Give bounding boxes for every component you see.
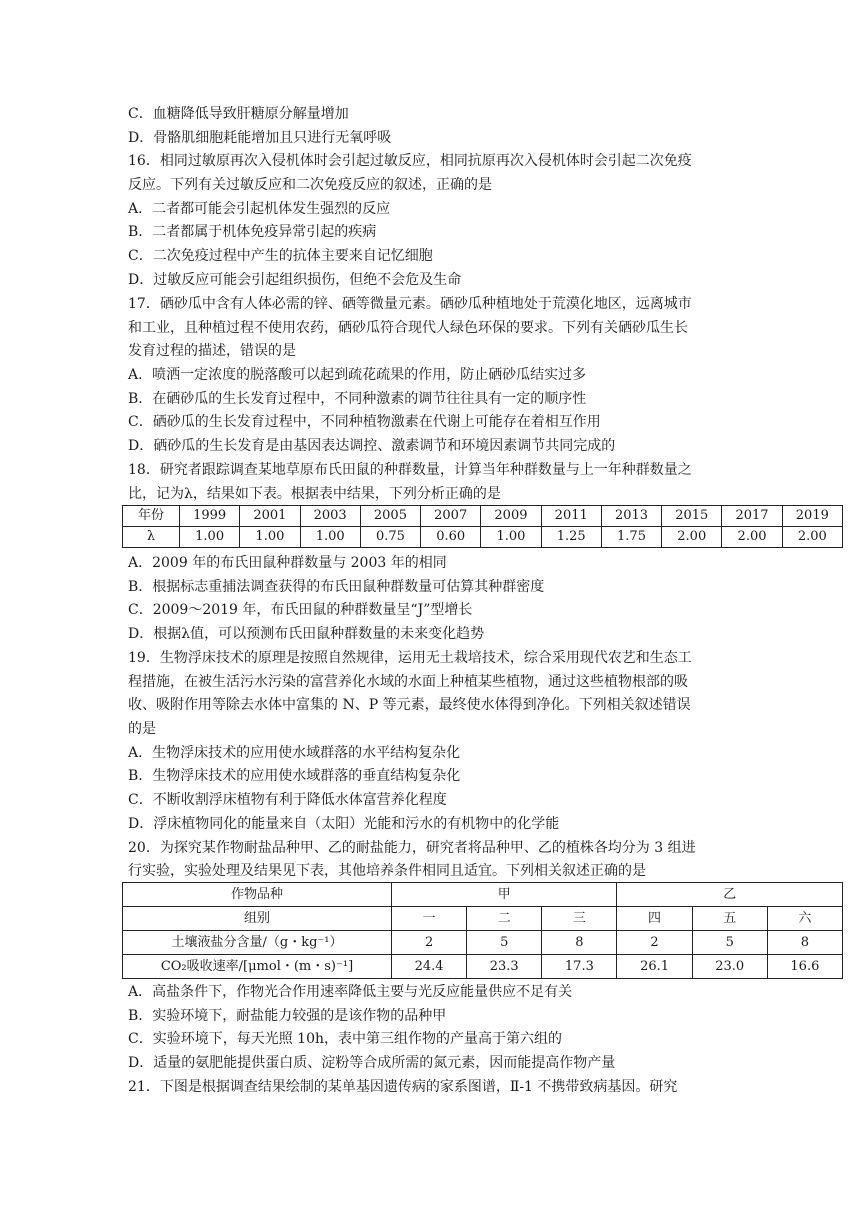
q19-option-b: B．生物浮床技术的应用使水域群落的垂直结构复杂化 — [128, 768, 461, 784]
salt-cell: 2 — [617, 931, 692, 955]
lambda-header-cell: λ — [123, 527, 180, 548]
year-cell: 2015 — [662, 506, 722, 527]
q16-option-a: A．二者都可能会引起机体发生强烈的反应 — [128, 201, 391, 217]
lambda-cell: 1.00 — [180, 527, 240, 548]
group-cell: 四 — [617, 907, 692, 931]
salt-cell: 8 — [767, 931, 842, 955]
table-row — [123, 955, 843, 979]
q20-option-a: A．高盐条件下，作物光合作用速率降低主要与光反应能量供应不足有关 — [128, 984, 573, 1000]
salt-header-cell: 土壤液盐分含量/（g・kg⁻¹） — [123, 931, 392, 955]
year-cell: 2001 — [240, 506, 300, 527]
question-19-stem-cont: 程措施，在被生活污水污染的富营养化水域的水面上种植某些植物，通过这些植物根部的吸 — [128, 674, 688, 690]
variety-b-cell: 乙 — [617, 883, 843, 907]
q16-option-b: B．二者都属于机体免疫异常引起的疾病 — [128, 224, 377, 240]
question-19-stem: 19．生物浮床技术的原理是按照自然规律，运用无土栽培技术，综合采用现代农艺和生态工 — [128, 650, 692, 666]
lambda-cell: 1.00 — [240, 527, 300, 548]
salt-tolerance-table — [122, 882, 843, 979]
group-cell: 六 — [767, 907, 842, 931]
group-cell: 三 — [542, 907, 617, 931]
co2-cell: 26.1 — [617, 955, 692, 979]
q17-option-d: D．硒砂瓜的生长发育是由基因表达调控、激素调节和环境因素调节共同完成的 — [128, 438, 616, 454]
lambda-cell: 1.25 — [541, 527, 601, 548]
lambda-cell: 2.00 — [662, 527, 722, 548]
question-18-stem-cont: 比，记为λ，结果如下表。根据表中结果，下列分析正确的是 — [128, 486, 501, 502]
table-row — [123, 527, 843, 548]
year-cell: 2013 — [601, 506, 661, 527]
co2-cell: 23.0 — [692, 955, 767, 979]
question-19-stem-cont2: 收、吸附作用等除去水体中富集的 N、P 等元素，最终使水体得到净化。下列相关叙述错误 — [128, 697, 691, 713]
question-20-stem-cont: 行实验，实验处理及结果见下表，其他培养条件相同且适宜。下列相关叙述正确的是 — [128, 863, 646, 879]
year-cell: 1999 — [180, 506, 240, 527]
lambda-cell: 1.75 — [601, 527, 661, 548]
year-cell: 2011 — [541, 506, 601, 527]
co2-header-cell: CO₂吸收速率/[μmol・(m・s)⁻¹] — [123, 955, 392, 979]
question-21-stem: 21．下图是根据调查结果绘制的某单基因遗传病的家系图谱，Ⅱ-1 不携带致病基因。研究 — [128, 1079, 678, 1095]
year-header-cell: 年份 — [123, 506, 180, 527]
q20-option-d: D．适量的氨肥能提供蛋白质、淀粉等合成所需的氮元素，因而能提高作物产量 — [128, 1055, 616, 1071]
salt-cell: 5 — [467, 931, 542, 955]
q18-option-d: D．根据λ值，可以预测布氏田鼠种群数量的未来变化趋势 — [128, 626, 485, 642]
variety-header-cell: 作物品种 — [123, 883, 392, 907]
question-18-stem: 18．研究者跟踪调查某地草原布氏田鼠的种群数量，计算当年种群数量与上一年种群数量之 — [128, 462, 692, 478]
q16-option-c: C．二次免疫过程中产生的抗体主要来自记忆细胞 — [128, 248, 433, 264]
co2-cell: 17.3 — [542, 955, 617, 979]
salt-cell: 2 — [392, 931, 467, 955]
q20-option-b: B．实验环境下，耐盐能力较强的是该作物的品种甲 — [128, 1008, 447, 1024]
lambda-cell: 2.00 — [782, 527, 842, 548]
year-cell: 2009 — [481, 506, 541, 527]
q20-option-c: C．实验环境下，每天光照 10h，表中第三组作物的产量高于第六组的 — [128, 1031, 562, 1047]
year-cell: 2003 — [300, 506, 360, 527]
lambda-table — [122, 505, 843, 548]
salt-cell: 5 — [692, 931, 767, 955]
option-d-prev: D．骨骼肌细胞耗能增加且只进行无氧呼吸 — [128, 130, 392, 146]
lambda-cell: 1.00 — [300, 527, 360, 548]
lambda-cell: 0.60 — [421, 527, 481, 548]
q16-option-d: D．过敏反应可能会引起组织损伤，但绝不会危及生命 — [128, 272, 462, 288]
year-cell: 2017 — [722, 506, 782, 527]
year-cell: 2005 — [360, 506, 420, 527]
question-19-stem-cont3: 的是 — [128, 721, 156, 737]
question-17-stem: 17．硒砂瓜中含有人体必需的锌、硒等微量元素。硒砂瓜种植地处于荒漠化地区，远离城市 — [128, 296, 692, 312]
q17-option-c: C．硒砂瓜的生长发育过程中，不同种植物激素在代谢上可能存在着相互作用 — [128, 414, 601, 430]
table-row — [123, 931, 843, 955]
q19-option-d: D．浮床植物同化的能量来自（太阳）光能和污水的有机物中的化学能 — [128, 816, 560, 832]
question-16-stem-cont: 反应。下列有关过敏反应和二次免疫反应的叙述，正确的是 — [128, 177, 492, 193]
co2-cell: 23.3 — [467, 955, 542, 979]
year-cell: 2019 — [782, 506, 842, 527]
question-17-stem-cont: 和工业，且种植过程不使用农药，硒砂瓜符合现代人绿色环保的要求。下列有关硒砂瓜生长 — [128, 320, 688, 336]
co2-cell: 24.4 — [392, 955, 467, 979]
table-row — [123, 506, 843, 527]
year-cell: 2007 — [421, 506, 481, 527]
co2-cell: 16.6 — [767, 955, 842, 979]
option-c-prev: C．血糖降低导致肝糖原分解量增加 — [128, 106, 349, 122]
q18-option-b: B．根据标志重捕法调查获得的布氏田鼠种群数量可估算其种群密度 — [128, 579, 545, 595]
q17-option-a: A．喷洒一定浓度的脱落酸可以起到疏花疏果的作用，防止硒砂瓜结实过多 — [128, 367, 587, 383]
group-cell: 二 — [467, 907, 542, 931]
salt-cell: 8 — [542, 931, 617, 955]
lambda-cell: 2.00 — [722, 527, 782, 548]
lambda-cell: 0.75 — [360, 527, 420, 548]
question-20-stem: 20．为探究某作物耐盐品种甲、乙的耐盐能力，研究者将品种甲、乙的植株各均分为 3 组进 — [128, 840, 696, 856]
question-16-stem: 16．相同过敏原再次入侵机体时会引起过敏反应，相同抗原再次入侵机体时会引起二次免疫 — [128, 153, 692, 169]
variety-a-cell: 甲 — [392, 883, 617, 907]
q18-option-a: A．2009 年的布氏田鼠种群数量与 2003 年的相同 — [128, 555, 447, 571]
q18-option-c: C．2009～2019 年，布氏田鼠的种群数量呈“J”型增长 — [128, 602, 473, 618]
group-cell: 五 — [692, 907, 767, 931]
table-row — [123, 883, 843, 907]
group-cell: 一 — [392, 907, 467, 931]
lambda-cell: 1.00 — [481, 527, 541, 548]
q19-option-a: A．生物浮床技术的应用使水域群落的水平结构复杂化 — [128, 745, 461, 761]
q17-option-b: B．在硒砂瓜的生长发育过程中，不同种激素的调节往往具有一定的顺序性 — [128, 391, 587, 407]
table-row — [123, 907, 843, 931]
group-header-cell: 组别 — [123, 907, 392, 931]
question-17-stem-cont2: 发育过程的描述，错误的是 — [128, 343, 296, 359]
q19-option-c: C．不断收割浮床植物有利于降低水体富营养化程度 — [128, 792, 447, 808]
